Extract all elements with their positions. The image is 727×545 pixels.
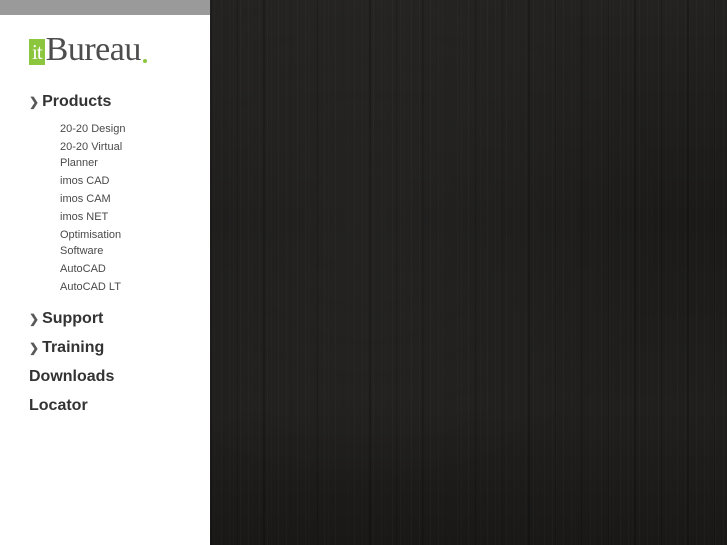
sidebar-item-label: Downloads xyxy=(29,367,115,385)
submenu-item-2020-design[interactable]: 20-20 Design xyxy=(60,123,126,135)
background-vignette xyxy=(210,0,727,545)
logo-wordmark: Bureau xyxy=(45,31,141,68)
sidebar xyxy=(0,15,210,545)
submenu-item-autocad-lt[interactable]: AutoCAD LT xyxy=(60,281,121,293)
chevron-right-icon: ❯ xyxy=(29,311,40,326)
sidebar-item-label: Training xyxy=(42,338,105,356)
sidebar-item-support[interactable] xyxy=(0,304,210,333)
chevron-right-icon: ❯ xyxy=(29,340,40,355)
chevron-right-icon: ❯ xyxy=(29,94,40,109)
sidebar-item-products[interactable] xyxy=(0,87,210,116)
sidebar-item-downloads[interactable] xyxy=(0,362,210,391)
logo-dot xyxy=(143,59,147,63)
submenu-item-imos-cam[interactable]: imos CAM xyxy=(60,193,111,205)
sidebar-item-label: Products xyxy=(42,92,112,110)
logo-mark: it xyxy=(29,39,45,65)
submenu-item-2020-virtual-planner[interactable]: 20-20 Virtual Planner xyxy=(60,141,123,169)
submenu-item-optimisation-software[interactable]: Optimisation Software xyxy=(60,229,122,257)
submenu-item-imos-cad[interactable]: imos CAD xyxy=(60,175,110,187)
products-submenu xyxy=(0,116,210,300)
background-texture xyxy=(210,0,727,545)
sidebar-item-locator[interactable] xyxy=(0,391,210,420)
sidebar-item-training[interactable] xyxy=(0,333,210,362)
top-bar xyxy=(0,0,210,15)
sidebar-item-label: Support xyxy=(42,309,104,327)
submenu-item-imos-net[interactable]: imos NET xyxy=(60,211,109,223)
submenu-item-autocad[interactable]: AutoCAD xyxy=(60,263,106,275)
main-navigation xyxy=(0,87,210,420)
site-logo[interactable] xyxy=(29,33,147,67)
sidebar-item-label: Locator xyxy=(29,396,88,414)
